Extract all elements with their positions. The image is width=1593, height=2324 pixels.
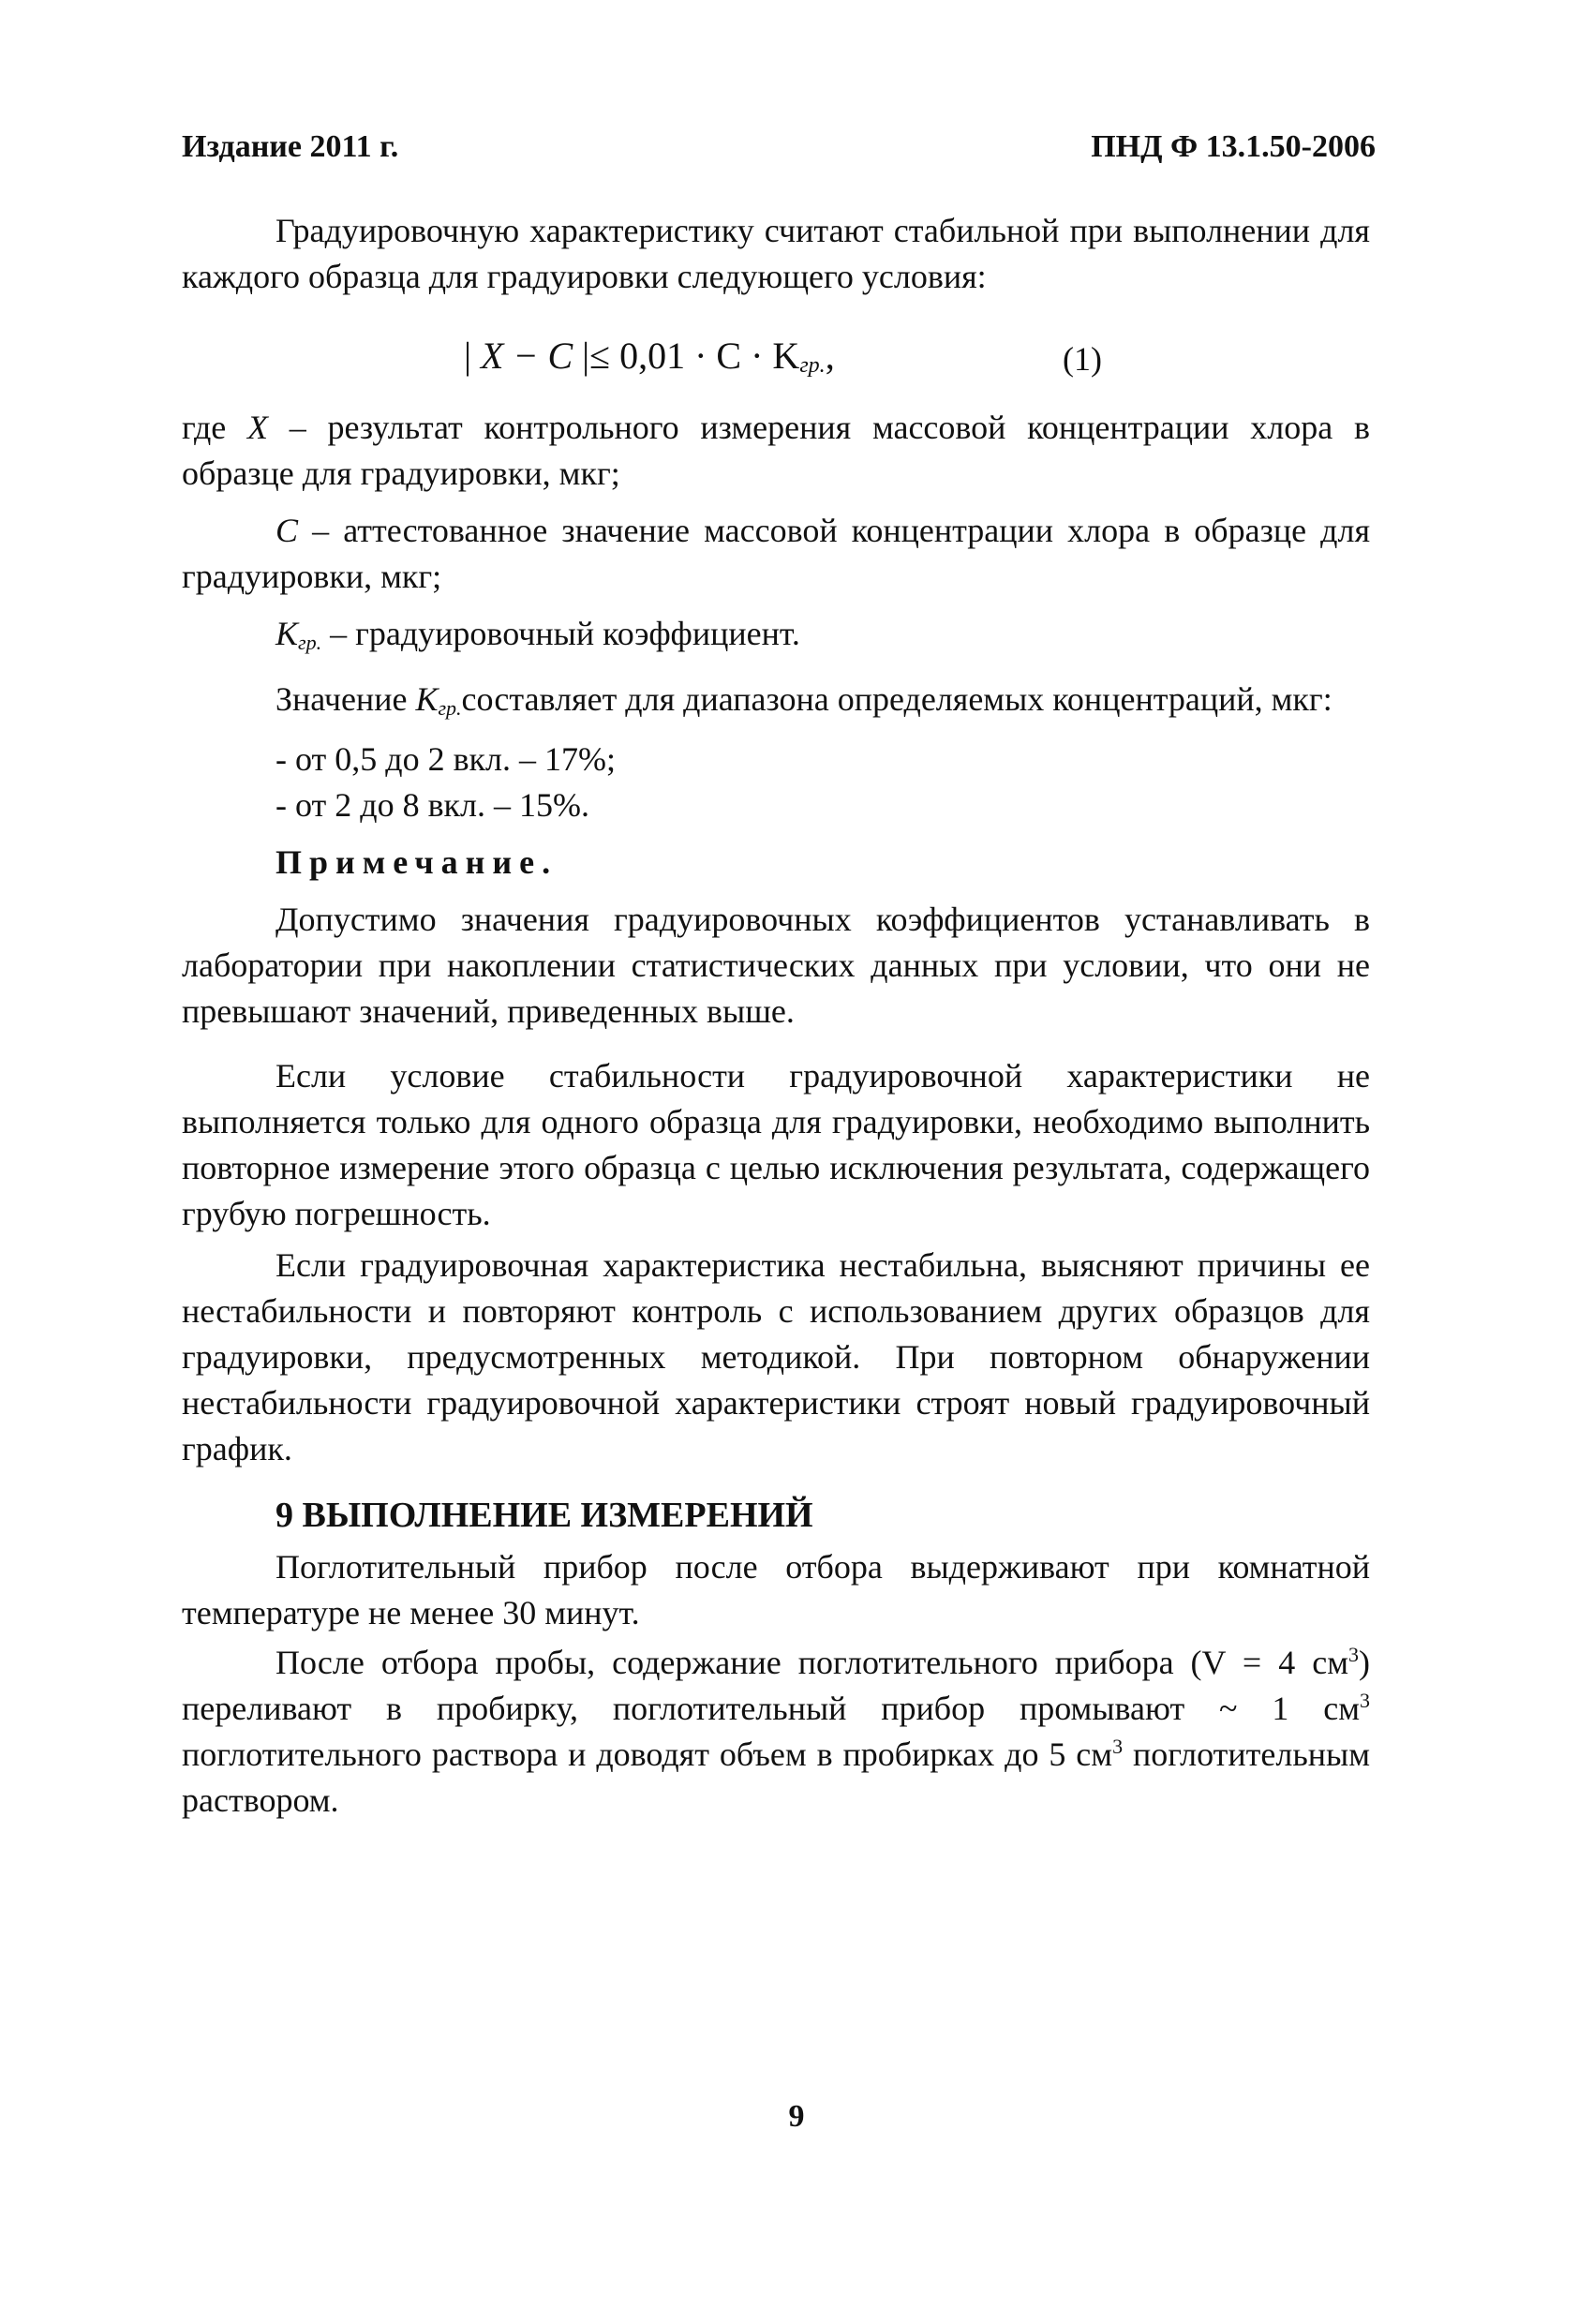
section-p2-part-c: поглотительного раствора и доводят объем в пробирках до 5 см <box>182 1736 1113 1773</box>
section-title: 9 ВЫПОЛНЕНИЕ ИЗМЕРЕНИЙ <box>275 1496 813 1535</box>
superscript-3: 3 <box>1360 1689 1370 1712</box>
value-intro-prefix: Значение <box>275 680 416 718</box>
intro-block <box>182 208 1370 300</box>
section-paragraph-1: Поглотительный прибор после отбора выдерживают при комнатной температуре не менее 30 минут. <box>182 1548 1370 1631</box>
definition-x <box>182 405 1370 497</box>
note-title: Примечание. <box>275 843 558 881</box>
stability-formula <box>464 334 835 379</box>
formula-lhs: X − C <box>481 335 573 377</box>
symbol-k: K <box>275 615 299 652</box>
definition-x-text: – результат контрольного измерения массовой концентрации хлора в образце для градуировки, мкг; <box>182 409 1370 492</box>
symbol-c: C <box>275 512 299 549</box>
paragraph-unstable-general: Если градуировочная характеристика нестабильна, выясняют причины ее нестабильности и повторяют контроль с использованием других образцов для градуировки, предусмотренных методикой. При повторном обнаружении нестабильности градуировочной характеристики строят новый градуировочный график. <box>182 1246 1370 1467</box>
definitions-block <box>182 405 1370 1824</box>
section-p2-part-b: ) переливают в пробирку, поглотительный прибор промывают ~ 1 см <box>182 1644 1370 1727</box>
range-item: - от 2 до 8 вкл. – 15%. <box>275 786 590 824</box>
formula-rhs: ≤ 0,01 · C · K <box>589 335 800 377</box>
definition-c-text: – аттестованное значение массовой концентрации хлора в образце для градуировки, мкг; <box>182 512 1370 595</box>
paragraph-unstable-single: Если условие стабильности градуировочной характеристики не выполняется только для одного образца для градуировки, необходимо выполнить повторное измерение этого образца с целью исключения результата, содержащего грубую погрешность. <box>182 1057 1370 1232</box>
range-item: - от 0,5 до 2 вкл. – 17%; <box>275 740 617 778</box>
symbol-x: X <box>247 409 269 446</box>
section-p2-part-d: поглотительным раствором. <box>182 1736 1370 1819</box>
page-number: 9 <box>788 2099 805 2134</box>
abs-bar-right: | <box>582 335 590 377</box>
value-intro <box>182 677 1370 731</box>
definition-x-prefix: где <box>182 409 248 446</box>
superscript-3: 3 <box>1348 1643 1359 1666</box>
section-paragraph-2 <box>182 1640 1370 1824</box>
abs-bar-left: | <box>464 335 472 377</box>
section-p2-part-a: После отбора пробы, содержание поглотительного прибора (V = 4 см <box>275 1644 1348 1681</box>
value-symbol-k-subscript: гр. <box>438 696 462 720</box>
definition-k-text: – градуировочный коэффициент. <box>321 615 800 652</box>
document-code-header: ПНД Ф 13.1.50-2006 <box>1091 129 1376 164</box>
formula-number: (1) <box>1063 340 1102 378</box>
formula-rhs-tail: , <box>825 335 835 377</box>
symbol-k-subscript: гр. <box>298 631 322 654</box>
intro-paragraph: Градуировочную характеристику считают стабильной при выполнении для каждого образца для градуировки следующего условия: <box>182 212 1370 295</box>
edition-header: Издание 2011 г. <box>182 129 399 164</box>
note-text: Допустимо значения градуировочных коэффициентов устанавливать в лаборатории при накоплении статистических данных при условии, что они не превышают значений, приведенных выше. <box>182 901 1370 1030</box>
value-intro-text: составляет для диапазона определяемых концентраций, мкг: <box>461 680 1332 718</box>
definition-c <box>182 508 1370 600</box>
value-symbol-k: K <box>415 680 439 718</box>
formula-rhs-subscript: гр. <box>799 353 826 378</box>
definition-k <box>182 611 1370 665</box>
superscript-3: 3 <box>1112 1735 1124 1758</box>
